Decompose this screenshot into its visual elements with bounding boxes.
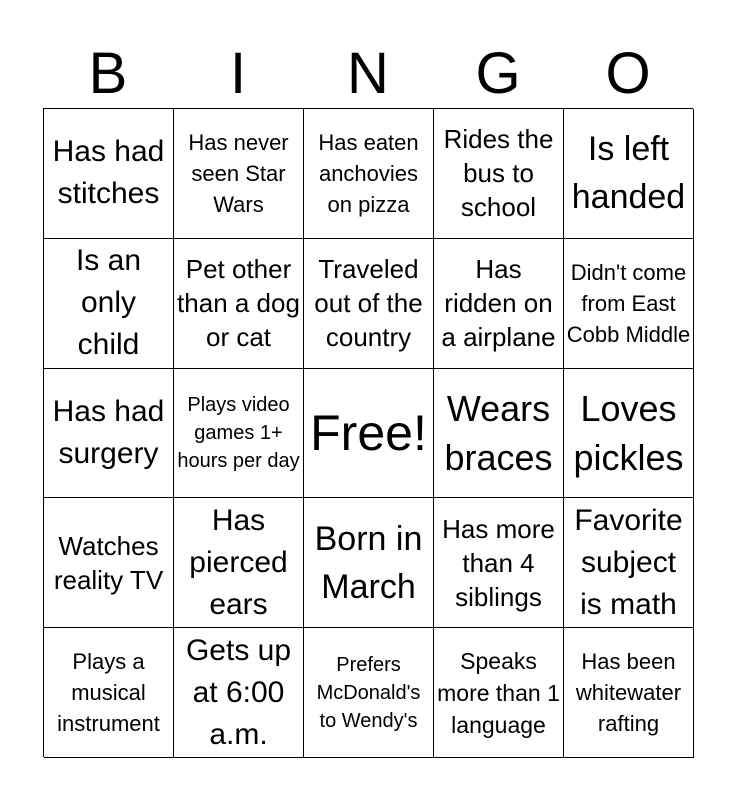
cell-text: Speaks more than 1 language	[437, 647, 560, 738]
bingo-grid	[43, 108, 693, 757]
bingo-cell[interactable]	[304, 628, 434, 758]
bingo-cell[interactable]	[304, 239, 434, 369]
cell-text: Plays a musical instrument	[57, 649, 160, 737]
cell-text: Is left handed	[571, 130, 686, 217]
bingo-cell[interactable]	[44, 369, 174, 499]
bingo-cell[interactable]	[174, 628, 304, 758]
bingo-cell[interactable]	[304, 498, 434, 628]
cell-text: Has eaten anchovies on pizza	[318, 129, 419, 217]
cell-text: Has never seen Star Wars	[188, 129, 289, 217]
cell-text: Traveled out of the country	[314, 254, 423, 353]
cell-text: Rides the bus to school	[443, 124, 554, 223]
free-cell[interactable]	[304, 369, 434, 499]
bingo-cell[interactable]	[564, 369, 694, 499]
header-letter-b: B	[88, 41, 128, 106]
cell-text: Favorite subject is math	[574, 503, 683, 621]
bingo-cell[interactable]	[434, 239, 564, 369]
cell-text: Wears braces	[444, 387, 553, 478]
bingo-cell[interactable]	[44, 109, 174, 239]
cell-text: Born in March	[314, 519, 423, 606]
cell-text: Has pierced ears	[189, 503, 288, 621]
bingo-cell[interactable]	[434, 628, 564, 758]
bingo-cell[interactable]	[44, 628, 174, 758]
cell-text: Plays video games 1+ hours per day	[177, 393, 300, 472]
bingo-cell[interactable]	[564, 109, 694, 239]
cell-text: Loves pickles	[573, 387, 684, 478]
cell-text: Has had surgery	[52, 394, 165, 470]
cell-text: Is an only child	[75, 244, 142, 362]
cell-text: Has been whitewater rafting	[575, 649, 682, 737]
bingo-board	[43, 108, 693, 757]
bingo-cell[interactable]	[434, 369, 564, 499]
cell-text: Watches reality TV	[53, 530, 164, 595]
free-text: Free!	[310, 404, 427, 461]
cell-text: Didn't come from East Cobb Middle	[566, 259, 691, 347]
bingo-cell[interactable]	[174, 239, 304, 369]
header-letter-o: O	[605, 41, 651, 106]
bingo-header	[43, 40, 693, 108]
header-letter-g: G	[475, 41, 521, 106]
bingo-cell[interactable]	[174, 369, 304, 499]
header-letter-i: I	[229, 41, 247, 106]
bingo-cell[interactable]	[44, 498, 174, 628]
bingo-cell[interactable]	[174, 498, 304, 628]
cell-text: Pet other than a dog or cat	[177, 254, 300, 353]
bingo-cell[interactable]	[434, 109, 564, 239]
cell-text: Has had stitches	[52, 135, 165, 211]
cell-text: Has ridden on a airplane	[441, 254, 556, 353]
cell-text: Prefers McDonald's to Wendy's	[316, 653, 421, 732]
bingo-cell[interactable]	[564, 239, 694, 369]
bingo-cell[interactable]	[304, 109, 434, 239]
bingo-cell[interactable]	[564, 498, 694, 628]
header-letter-n: N	[347, 41, 389, 106]
cell-text: Has more than 4 siblings	[442, 513, 555, 612]
bingo-cell[interactable]	[434, 498, 564, 628]
bingo-cell[interactable]	[564, 628, 694, 758]
bingo-cell[interactable]	[174, 109, 304, 239]
cell-text: Gets up at 6:00 a.m.	[185, 633, 292, 751]
bingo-cell[interactable]	[44, 239, 174, 369]
